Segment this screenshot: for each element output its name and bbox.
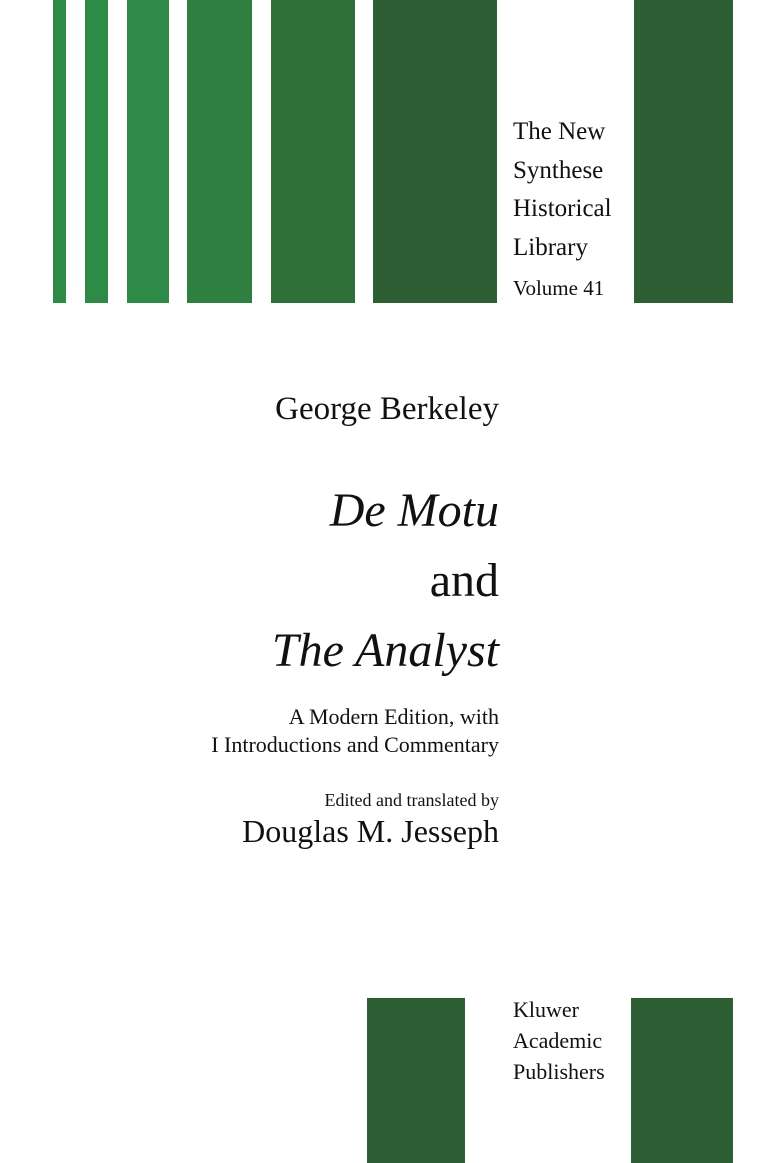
series-line-4: Library	[513, 233, 588, 261]
title-line-2: and	[429, 554, 499, 607]
top-stripe-1	[53, 0, 66, 303]
top-stripe-3	[127, 0, 169, 303]
publisher-line-1: Kluwer	[513, 997, 579, 1022]
series-line-1: The New	[513, 118, 606, 145]
bottom-block-right	[631, 998, 733, 1163]
bottom-block-left	[367, 998, 465, 1163]
title-line-1: De Motu	[329, 484, 499, 537]
title-line-3: The Analyst	[271, 624, 499, 677]
series-line-3: Historical	[513, 195, 612, 222]
publisher-line-2: Academic	[513, 1028, 603, 1053]
top-stripe-2	[85, 0, 108, 303]
top-stripe-7	[634, 0, 733, 303]
top-stripe-4	[187, 0, 252, 303]
subtitle	[211, 703, 499, 759]
publisher-line-3: Publishers	[513, 1059, 605, 1084]
top-stripe-5	[271, 0, 355, 303]
series-volume: Volume 41	[513, 276, 605, 300]
editor-name: Douglas M. Jesseph	[242, 813, 499, 849]
publisher-name	[513, 994, 605, 1087]
author-name: George Berkeley	[275, 391, 499, 427]
series-line-2: Synthese	[513, 156, 604, 184]
editor-credit: Edited and translated by	[324, 790, 499, 810]
subtitle-line-1: A Modern Edition, with	[288, 704, 499, 729]
top-stripe-6	[373, 0, 497, 303]
series-title	[513, 113, 612, 304]
subtitle-line-2: I Introductions and Commentary	[211, 732, 499, 757]
